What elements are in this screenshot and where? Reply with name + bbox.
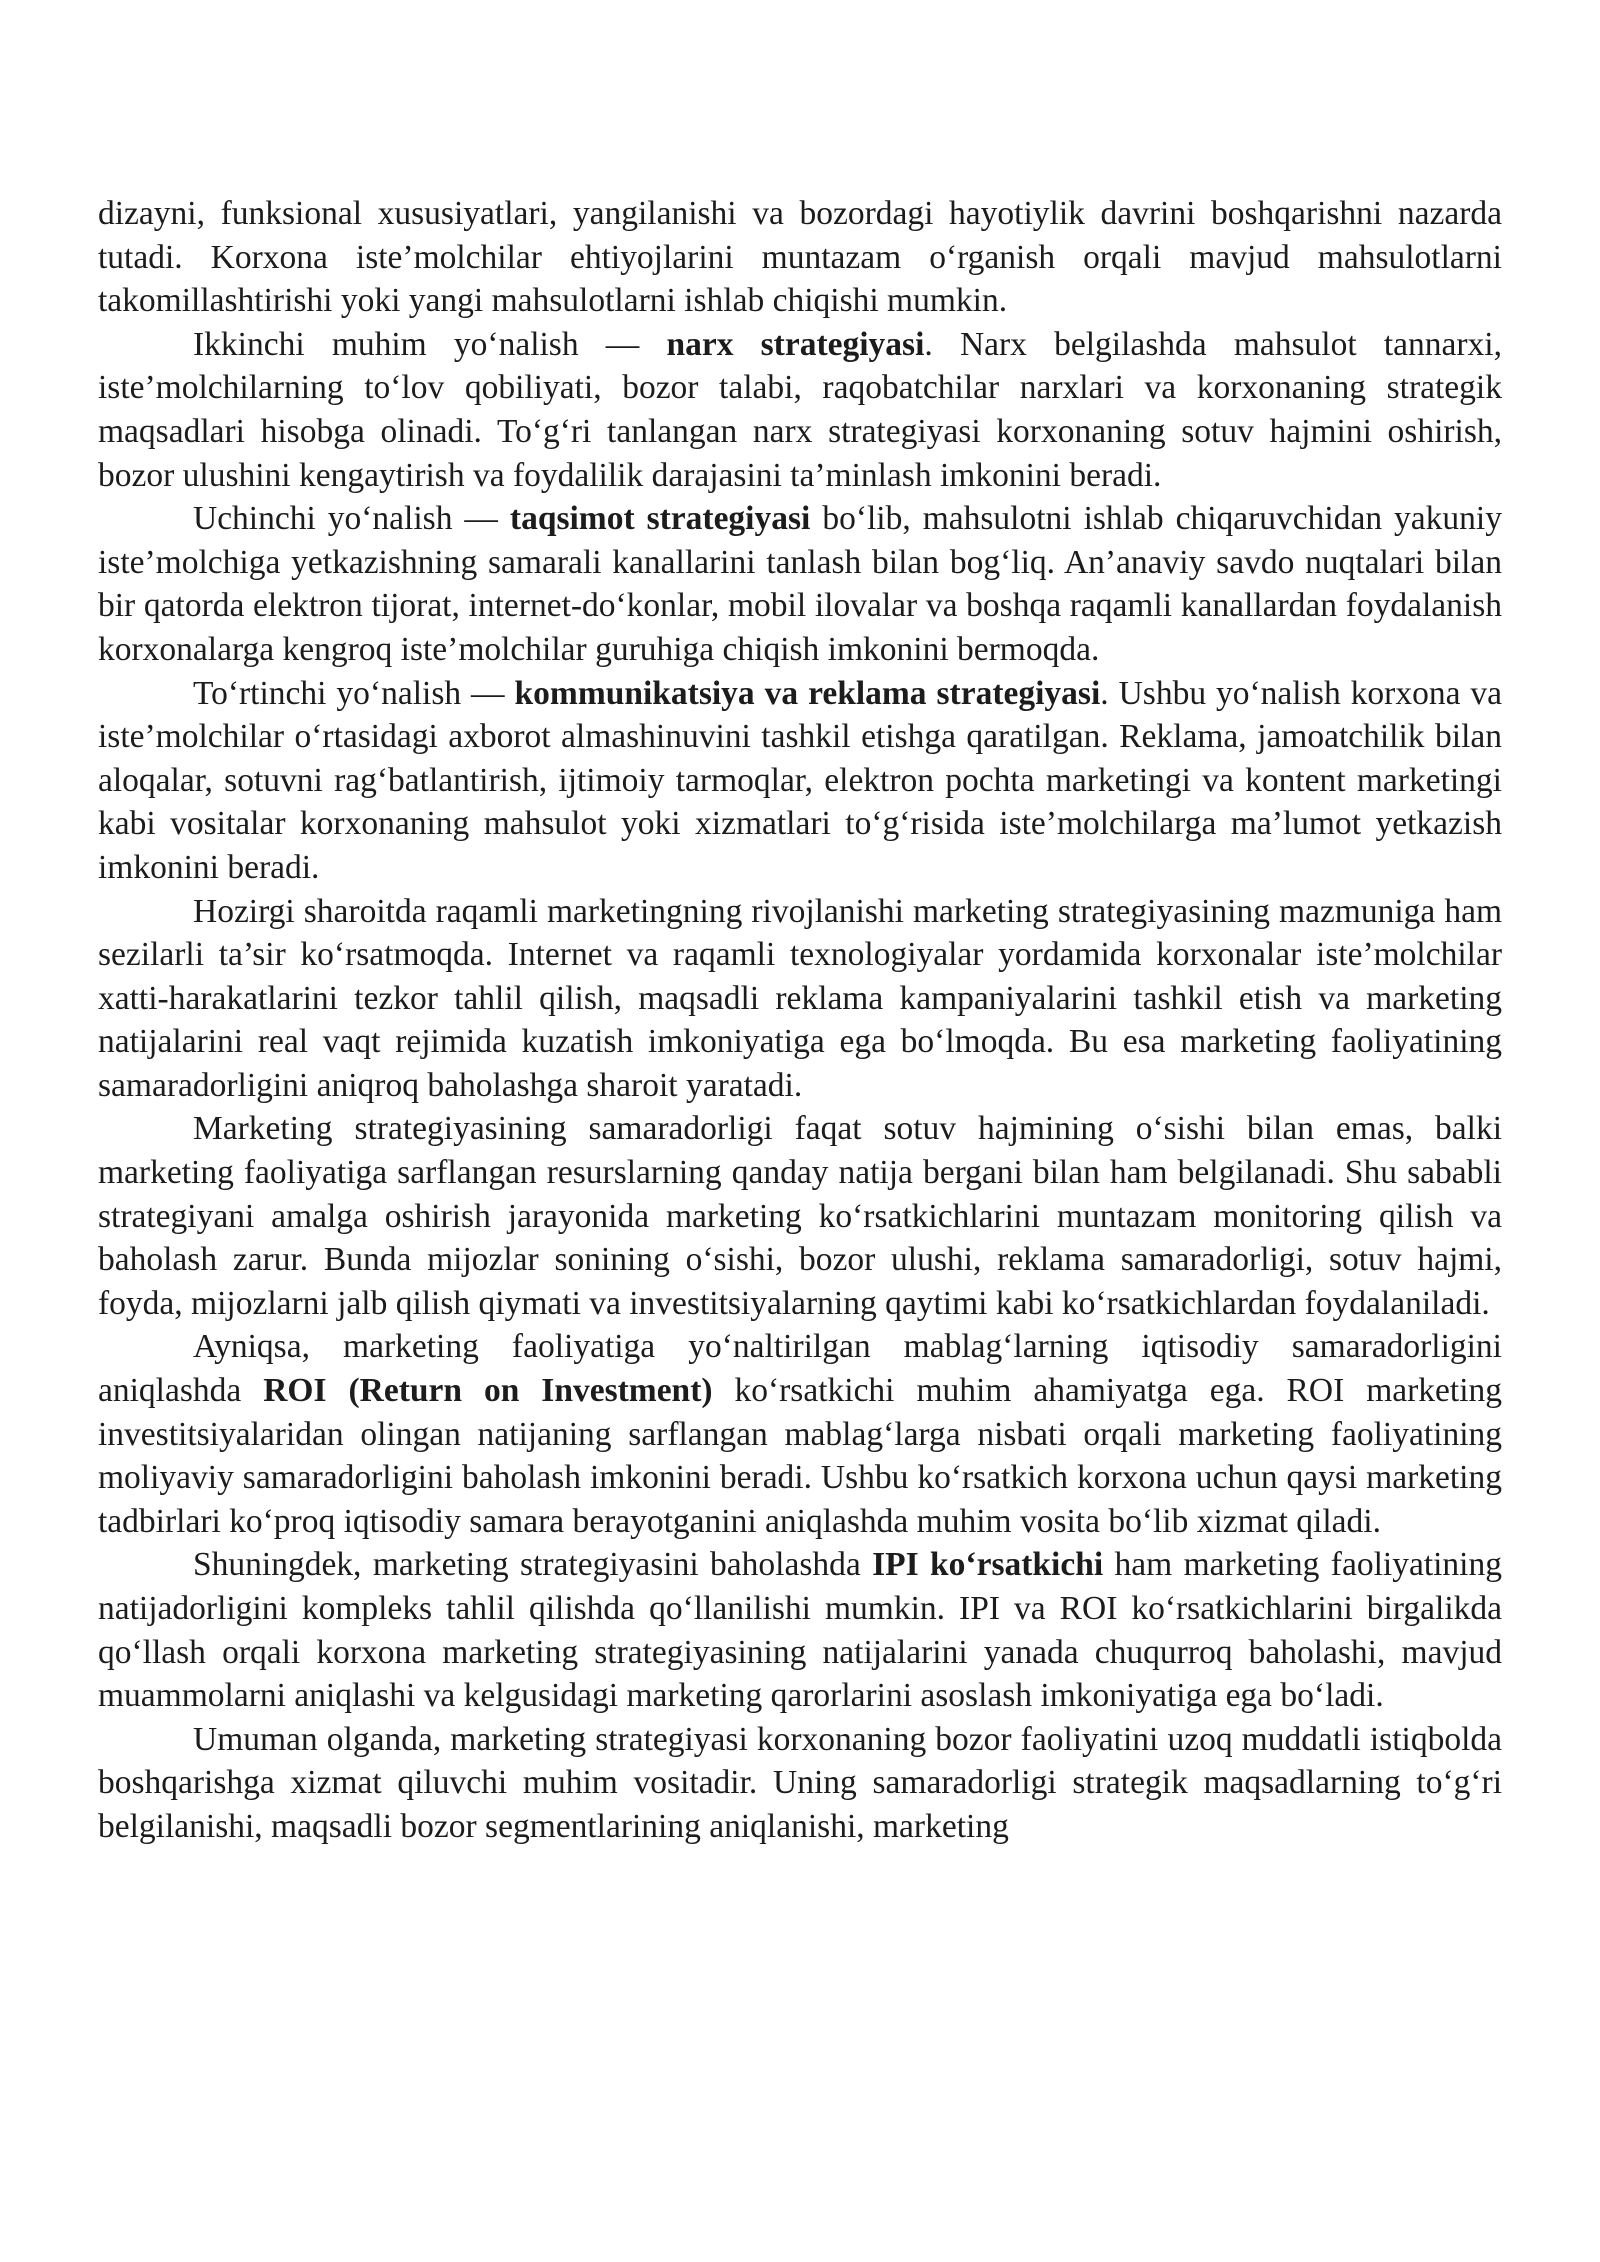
paragraph [98,672,1502,890]
bold-term: narx strategiyasi [666,325,925,363]
paragraph [98,1543,1502,1717]
text-run: Hozirgi sharoitda raqamli marketingning rivojlanishi marketing strategiyasining mazmuniga ham sezilarli ta’sir ko‘rsatmoqda. Internet va raqamli texnologiyalar yordamida korxonalar iste’molchilar xatti-harakatlarini tezkor tahlil qilish, maqsadli reklama kampaniyalarini tashkil etish va marketing natijalarini real vaqt rejimida kuzatish imkoniyatiga ega bo‘lmoqda. Bu esa marketing faoliyatining samaradorligini aniqroq baholashga sharoit yaratadi. [98,892,1502,1104]
text-run: Marketing strategiyasining samaradorligi faqat sotuv hajmining o‘sishi bilan emas, balki marketing faoliyatiga sarflangan resurslarning qanday natija bergani bilan ham belgilanadi. Shu sababli strategiyani amalga oshirish jarayonida marketing ko‘rsatkichlarini muntazam monitoring qilish va baholash zarur. Bunda mijozlar sonining o‘sishi, bozor ulushi, reklama samaradorligi, sotuv hajmi, foyda, mijozlarni jalb qilish qiymati va investitsiyalarning qaytimi kabi ko‘rsatkichlardan foydalaniladi. [98,1110,1502,1322]
text-run: Uchinchi yo‘nalish — [193,500,510,538]
paragraph [98,497,1502,671]
text-run: bo‘lib, mahsulotni ishlab chiqaruvchidan yakuniy iste’molchiga yetkazishning samarali kanallarini tanlash bilan bog‘liq. An’anaviy savdo nuqtalari bilan bir qatorda elektron tijorat, internet-do‘konlar, mobil ilovalar va boshqa raqamli kanallardan foydalanish korxonalarga kengroq iste’molchilar guruhiga chiqish imkonini bermoqda. [98,500,1502,668]
bold-term: ROI (Return on Investment) [263,1372,713,1410]
body-text [98,192,1502,1849]
paragraph [98,890,1502,1108]
text-run: . Ushbu yo‘nalish korxona va iste’molchilar o‘rtasidagi axborot almashinuvini tashkil etishga qaratilgan. Reklama, jamoatchilik bilan aloqalar, sotuvni rag‘batlantirish, ijtimoiy tarmoqlar, elektron pochta marketingi va kontent marketingi kabi vositalar korxonaning mahsulot yoki xizmatlari to‘g‘risida iste’molchilarga ma’lumot yetkazish imkonini beradi. [98,674,1503,886]
bold-term: taqsimot strategiyasi [509,500,811,538]
text-run: Ayniqsa, marketing faoliyatiga yo‘naltirilgan mablag‘larning iqtisodiy samaradorligini aniqlashda [98,1328,1502,1410]
text-run: Ikkinchi muhim yo‘nalish — [193,325,667,363]
paragraph [98,1107,1502,1325]
text-run: ham marketing faoliyatining natijadorligini kompleks tahlil qilishda qo‘llanilishi mumkin. IPI va ROI ko‘rsatkichlarini birgalikda qo‘llash orqali korxona marketing strategiyasining natijalarini yanada chuqurroq baholashi, mavjud muammolarni aniqlashi va kelgusidagi marketing qarorlarini asoslash imkoniyatiga ega bo‘ladi. [98,1546,1502,1715]
bold-term: IPI ko‘rsatkichi [872,1546,1104,1584]
text-run: Umuman olganda, marketing strategiyasi korxonaning bozor faoliyatini uzoq muddatli istiqbolda boshqarishga xizmat qiluvchi muhim vositadir. Uning samaradorligi strategik maqsadlarning to‘g‘ri belgilanishi, maqsadli bozor segmentlarining aniqlanishi, marketing [98,1720,1502,1845]
bold-term: kommunikatsiya va reklama strategiyasi [514,674,1101,712]
text-run: To‘rtinchi yo‘nalish — [193,674,515,712]
paragraph [98,192,1502,323]
paragraph [98,1325,1502,1543]
text-run: . Narx belgilashda mahsulot tannarxi, iste’molchilarning to‘lov qobiliyati, bozor talabi, raqobatchilar narxlari va korxonaning strategik maqsadlari hisobga olinadi. To‘g‘ri tanlangan narx strategiyasi korxonaning sotuv hajmini oshirish, bozor ulushini kengaytirish va foydalilik darajasini ta’minlash imkonini beradi. [98,325,1502,494]
text-run: dizayni, funksional xususiyatlari, yangilanishi va bozordagi hayotiylik davrini boshqarishni nazarda tutadi. Korxona iste’molchilar ehtiyojlarini muntazam o‘rganish orqali mavjud mahsulotlarni takomillashtirishi yoki yangi mahsulotlarni ishlab chiqishi mumkin. [98,195,1502,320]
text-run: ko‘rsatkichi muhim ahamiyatga ega. ROI marketing investitsiyalaridan olingan natijaning sarflangan mablag‘larga nisbati orqali marketing faoliyatining moliyaviy samaradorligini baholash imkonini beradi. Ushbu ko‘rsatkich korxona uchun qaysi marketing tadbirlari ko‘proq iqtisodiy samara berayotganini aniqlashda muhim vosita bo‘lib xizmat qiladi. [98,1372,1503,1540]
text-run: Shuningdek, marketing strategiyasini baholashda [193,1546,873,1584]
paragraph [98,323,1502,497]
paragraph [98,1718,1502,1849]
